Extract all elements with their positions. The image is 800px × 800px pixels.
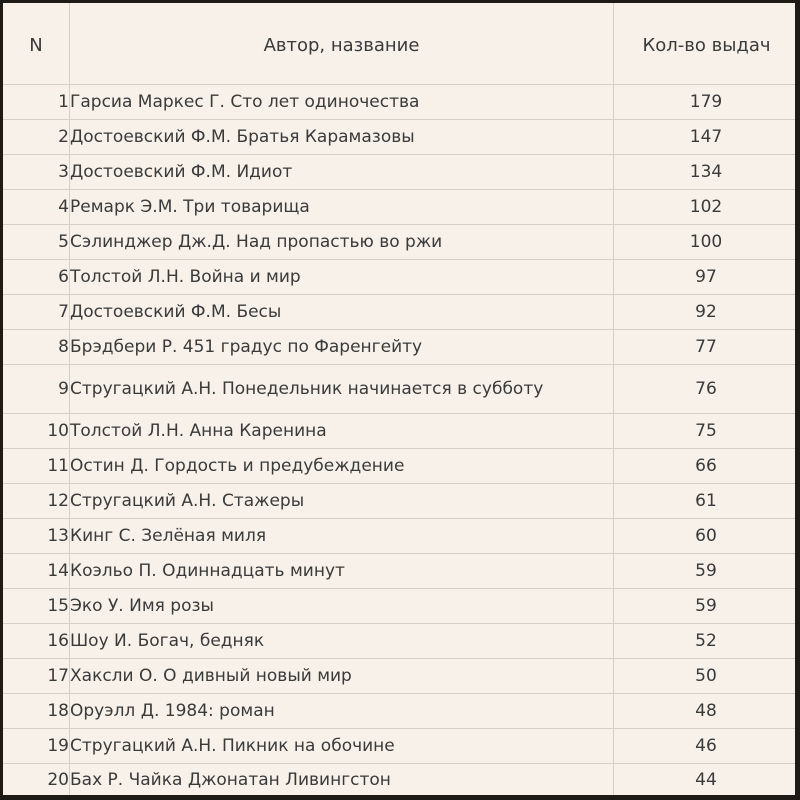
row-title: Достоевский Ф.М. Бесы [70,301,282,322]
row-number: 8 [58,336,69,357]
row-count: 147 [689,126,723,147]
row-divider [3,518,795,519]
row-number: 1 [58,91,69,112]
table-row [3,623,795,658]
row-title: Сэлинджер Дж.Д. Над пропастью во ржи [70,231,443,252]
row-number: 12 [47,490,69,511]
table-row [3,728,795,763]
table-row [3,364,795,413]
row-count: 179 [689,91,723,112]
row-divider [3,728,795,729]
row-divider [3,448,795,449]
row-count: 46 [695,735,717,756]
row-title: Хаксли О. О дивный новый мир [70,665,352,686]
row-title: Толстой Л.Н. Анна Каренина [70,420,327,441]
row-count: 92 [695,301,717,322]
row-count: 76 [695,378,717,399]
row-divider [3,413,795,414]
row-count: 102 [689,196,723,217]
row-divider [3,329,795,330]
row-number: 6 [58,266,69,287]
table-row [3,518,795,553]
row-title: Кинг С. Зелёная миля [70,525,267,546]
table-row [3,84,795,119]
row-divider [3,623,795,624]
row-divider [3,553,795,554]
row-count: 48 [695,700,717,721]
table-row [3,413,795,448]
row-number: 18 [47,700,69,721]
row-count: 44 [695,770,717,790]
table-row [3,294,795,329]
row-divider [3,658,795,659]
table-row [3,763,795,797]
row-count: 97 [695,266,717,287]
row-number: 19 [47,735,69,756]
row-title: Остин Д. Гордость и предубеждение [70,455,405,476]
row-count: 59 [695,560,717,581]
row-title: Стругацкий А.Н. Стажеры [70,490,305,511]
table-row [3,658,795,693]
row-divider [3,259,795,260]
row-divider [3,119,795,120]
row-number: 10 [47,420,69,441]
table-row [3,189,795,224]
table-row [3,483,795,518]
row-number: 7 [58,301,69,322]
row-count: 100 [689,231,723,252]
row-number: 14 [47,560,69,581]
row-divider [3,294,795,295]
table-row [3,693,795,728]
row-count: 59 [695,595,717,616]
row-divider [3,483,795,484]
row-count: 75 [695,420,717,441]
row-title: Бах Р. Чайка Джонатан Ливингстон [70,770,391,790]
row-title: Стругацкий А.Н. Понедельник начинается в субботу [70,378,544,399]
row-divider [3,693,795,694]
row-number: 3 [58,161,69,182]
row-title: Оруэлл Д. 1984: роман [70,700,275,721]
table-row [3,119,795,154]
row-number: 4 [58,196,69,217]
header-count: Кол-во выдач [642,34,771,56]
row-count: 77 [695,336,717,357]
row-title: Гарсиа Маркес Г. Сто лет одиночества [70,91,420,112]
row-count: 60 [695,525,717,546]
row-count: 50 [695,665,717,686]
table-row [3,329,795,364]
table-row [3,448,795,483]
row-divider [3,154,795,155]
row-title: Брэдбери Р. 451 градус по Фаренгейту [70,336,423,357]
row-title: Ремарк Э.М. Три товарища [70,196,310,217]
row-title: Достоевский Ф.М. Братья Карамазовы [70,126,415,147]
row-title: Толстой Л.Н. Война и мир [70,266,301,287]
row-title: Шоу И. Богач, бедняк [70,630,265,651]
row-number: 9 [58,378,69,399]
table-row [3,588,795,623]
row-divider [3,224,795,225]
row-number: 11 [47,455,69,476]
table-row [3,224,795,259]
table-row [3,259,795,294]
row-count: 52 [695,630,717,651]
row-title: Стругацкий А.Н. Пикник на обочине [70,735,395,756]
row-count: 66 [695,455,717,476]
row-divider [3,763,795,764]
header-title: Автор, название [263,34,420,56]
row-number: 20 [47,770,69,790]
row-title: Эко У. Имя розы [70,595,214,616]
row-number: 5 [58,231,69,252]
row-divider [3,84,795,85]
row-title: Достоевский Ф.М. Идиот [70,161,293,182]
row-number: 16 [47,630,69,651]
table-row [3,154,795,189]
header-number: N [29,34,43,56]
row-count: 134 [689,161,723,182]
row-number: 17 [47,665,69,686]
row-number: 15 [47,595,69,616]
table-row [3,553,795,588]
row-count: 61 [695,490,717,511]
row-divider [3,189,795,190]
row-number: 13 [47,525,69,546]
row-number: 2 [58,126,69,147]
row-divider [3,588,795,589]
row-title: Коэльо П. Одиннадцать минут [70,560,345,581]
row-divider [3,364,795,365]
